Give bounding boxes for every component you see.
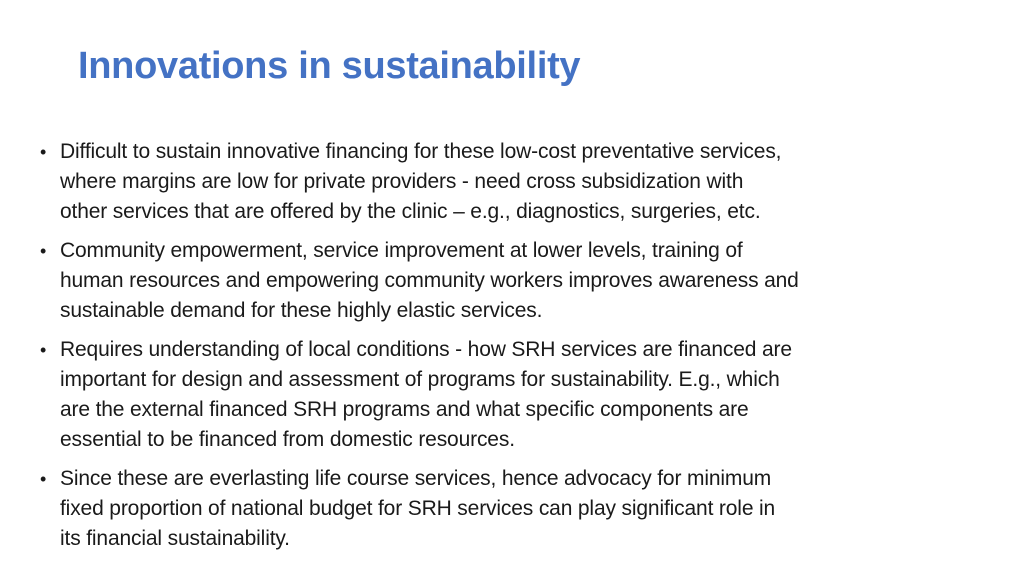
bullet-dot-icon: • [40, 340, 47, 360]
bullet-line: Community empowerment, service improvement at lower levels, training of [60, 239, 743, 262]
bullet-line: are the external financed SRH programs and what specific components are [60, 398, 749, 421]
bullet-item [40, 335, 980, 455]
bullet-list [40, 137, 980, 563]
bullet-line: important for design and assessment of programs for sustainability. E.g., which [60, 368, 780, 391]
bullet-line: Requires understanding of local conditions - how SRH services are financed are [60, 338, 792, 361]
slide-title: Innovations in sustainability [78, 45, 581, 87]
bullet-line: other services that are offered by the clinic – e.g., diagnostics, surgeries, etc. [60, 200, 761, 223]
bullet-line: essential to be financed from domestic resources. [60, 428, 515, 451]
bullet-line: Since these are everlasting life course services, hence advocacy for minimum [60, 467, 772, 490]
bullet-dot-icon: • [40, 241, 47, 261]
bullet-dot-icon: • [40, 469, 47, 489]
bullet-dot-icon: • [40, 142, 47, 162]
bullet-line: Difficult to sustain innovative financing for these low-cost preventative services, [60, 140, 782, 163]
bullet-line: where margins are low for private providers - need cross subsidization with [60, 170, 744, 193]
bullet-line: its financial sustainability. [60, 527, 290, 550]
bullet-line: fixed proportion of national budget for SRH services can play significant role in [60, 497, 776, 520]
bullet-item [40, 137, 980, 227]
bullet-item [40, 464, 980, 554]
bullet-item [40, 236, 980, 326]
bullet-line: sustainable demand for these highly elastic services. [60, 299, 543, 322]
bullet-line: human resources and empowering community workers improves awareness and [60, 269, 799, 292]
